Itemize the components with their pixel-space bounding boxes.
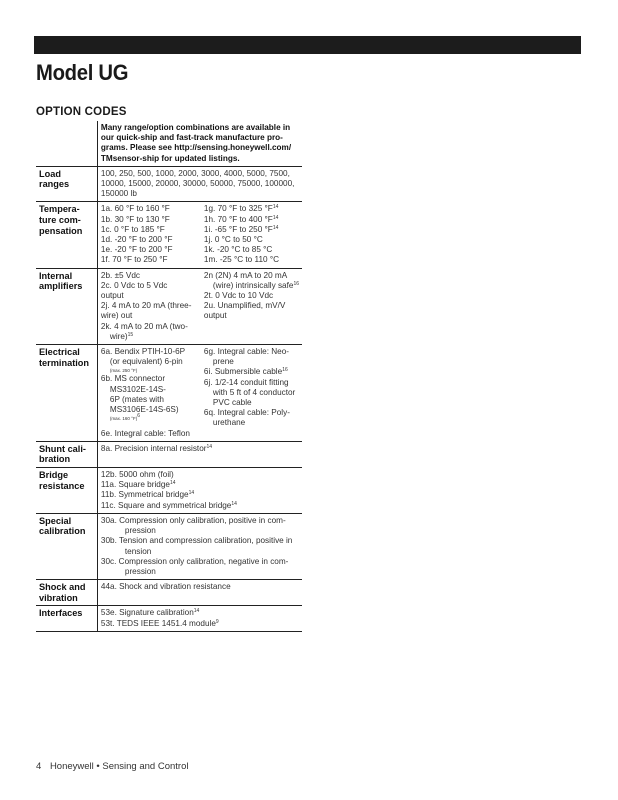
table-row bbox=[36, 121, 302, 166]
footer-text: Sensing and Control bbox=[102, 761, 189, 772]
row-value-special-calibration: 30a. Compression only calibration, positive in com- pression 30b. Tension and compression calibration, positive in tension 30c. Compression only calibration, negative in com- pression bbox=[97, 513, 302, 579]
page-number: 4 bbox=[36, 761, 42, 772]
table-row bbox=[36, 268, 302, 344]
option-codes-table bbox=[36, 121, 302, 632]
row-value-interfaces: 53e. Signature calibration$^{14}$ 53t. TEDS IEEE 1451.4 module$^9$ bbox=[97, 606, 302, 631]
header-bar bbox=[34, 36, 581, 54]
row-value-load-ranges: 100, 250, 500, 1000, 2000, 3000, 4000, 5000, 7500, 10000, 15000, 20000, 30000, 50000, 75000, 100000, 150000 lb bbox=[97, 166, 302, 202]
row-label-interfaces: Interfaces bbox=[36, 606, 97, 631]
row-value-bridge-resistance: 12b. 5000 ohm (foil) 11a. Square bridge$^{14}$ 11b. Symmetrical bridge$^{14}$ 11c. Square and symmetrical bridge$^{14}$ bbox=[97, 468, 302, 514]
row-value-electrical-termination: 6a. Bendix PTIH-10-6P (or equivalent) 6-pin (max. 250 °F) 6b. MS connector MS3102E-14S- 6P (mates with MS3106E-14S-6S) (max. 160 °F)$^6$ 6g. Integral cable: Neo- prene 6i. Submersible cable$^{16}$ 6j. 1/2-14 conduit fitting with 5 ft of 4 conductor PVC cable 6q. Integral cable: Poly- urethane 6e. Integral cable: Teflon bbox=[97, 345, 302, 442]
table-row bbox=[36, 513, 302, 579]
page-title: Model UG bbox=[36, 60, 129, 85]
row-label-temperature-compensation: Tempera- ture com- pensation bbox=[36, 202, 97, 268]
availability-note: Many range/option combinations are available in our quick-ship and fast-track manufacture pro- grams. Please see http://sensing.honeywell.com/ TMsensor-ship for updated listings. bbox=[97, 121, 302, 166]
row-label-load-ranges: Load ranges bbox=[36, 166, 97, 202]
footer-brand: Honeywell bbox=[49, 761, 94, 772]
row-value-shunt-calibration: 8a. Precision internal resistor$^{14}$ bbox=[97, 441, 302, 467]
table-row bbox=[36, 166, 302, 202]
page-footer bbox=[36, 761, 188, 772]
row-label-electrical-termination: Electrical termination bbox=[36, 345, 97, 442]
row-value-temperature-compensation: 1a. 60 °F to 160 °F 1b. 30 °F to 130 °F 1c. 0 °F to 185 °F 1d. -20 °F to 200 °F 1e. -20 °F to 200 °F 1f. 70 °F to 250 °F 1g. 70 °F to 325 $^\circ F^{14}$ 1h. 70 °F to 400 $^\circ F^{14}$ 1i. -65 °F to 250 $^\circ F^{14}$ 1j. 0 °C to 50 °C 1k. -20 °C to 85 °C 1m. -25 °C to 110 °C bbox=[97, 202, 302, 268]
table-row bbox=[36, 345, 302, 442]
table-row bbox=[36, 202, 302, 268]
row-label-bridge-resistance: Bridge resistance bbox=[36, 468, 97, 514]
row-label-shock-and-vibration: Shock and vibration bbox=[36, 580, 97, 606]
row-value-shock-and-vibration: 44a. Shock and vibration resistance bbox=[97, 580, 302, 606]
table-row bbox=[36, 580, 302, 606]
row-label-shunt-calibration: Shunt cali- bration bbox=[36, 441, 97, 467]
footer-bullet: • bbox=[96, 761, 100, 772]
section-title: OPTION CODES bbox=[36, 106, 127, 118]
row-value-internal-amplifiers: 2b. ±5 Vdc 2c. 0 Vdc to 5 Vdc output 2j. 4 mA to 20 mA (three- wire) out 2k. 4 mA to 20 mA (two- wire)$^{15}$ 2n (2N) 4 mA to 20 mA (wire) intrinsically safe$^{16}$ 2t. 0 Vdc to 10 Vdc 2u. Unamplified, mV/V output bbox=[97, 268, 302, 344]
row-label-special-calibration: Special calibration bbox=[36, 513, 97, 579]
table-row bbox=[36, 441, 302, 467]
table-row bbox=[36, 468, 302, 514]
table-row bbox=[36, 606, 302, 631]
row-label-internal-amplifiers: Internal amplifiers bbox=[36, 268, 97, 344]
